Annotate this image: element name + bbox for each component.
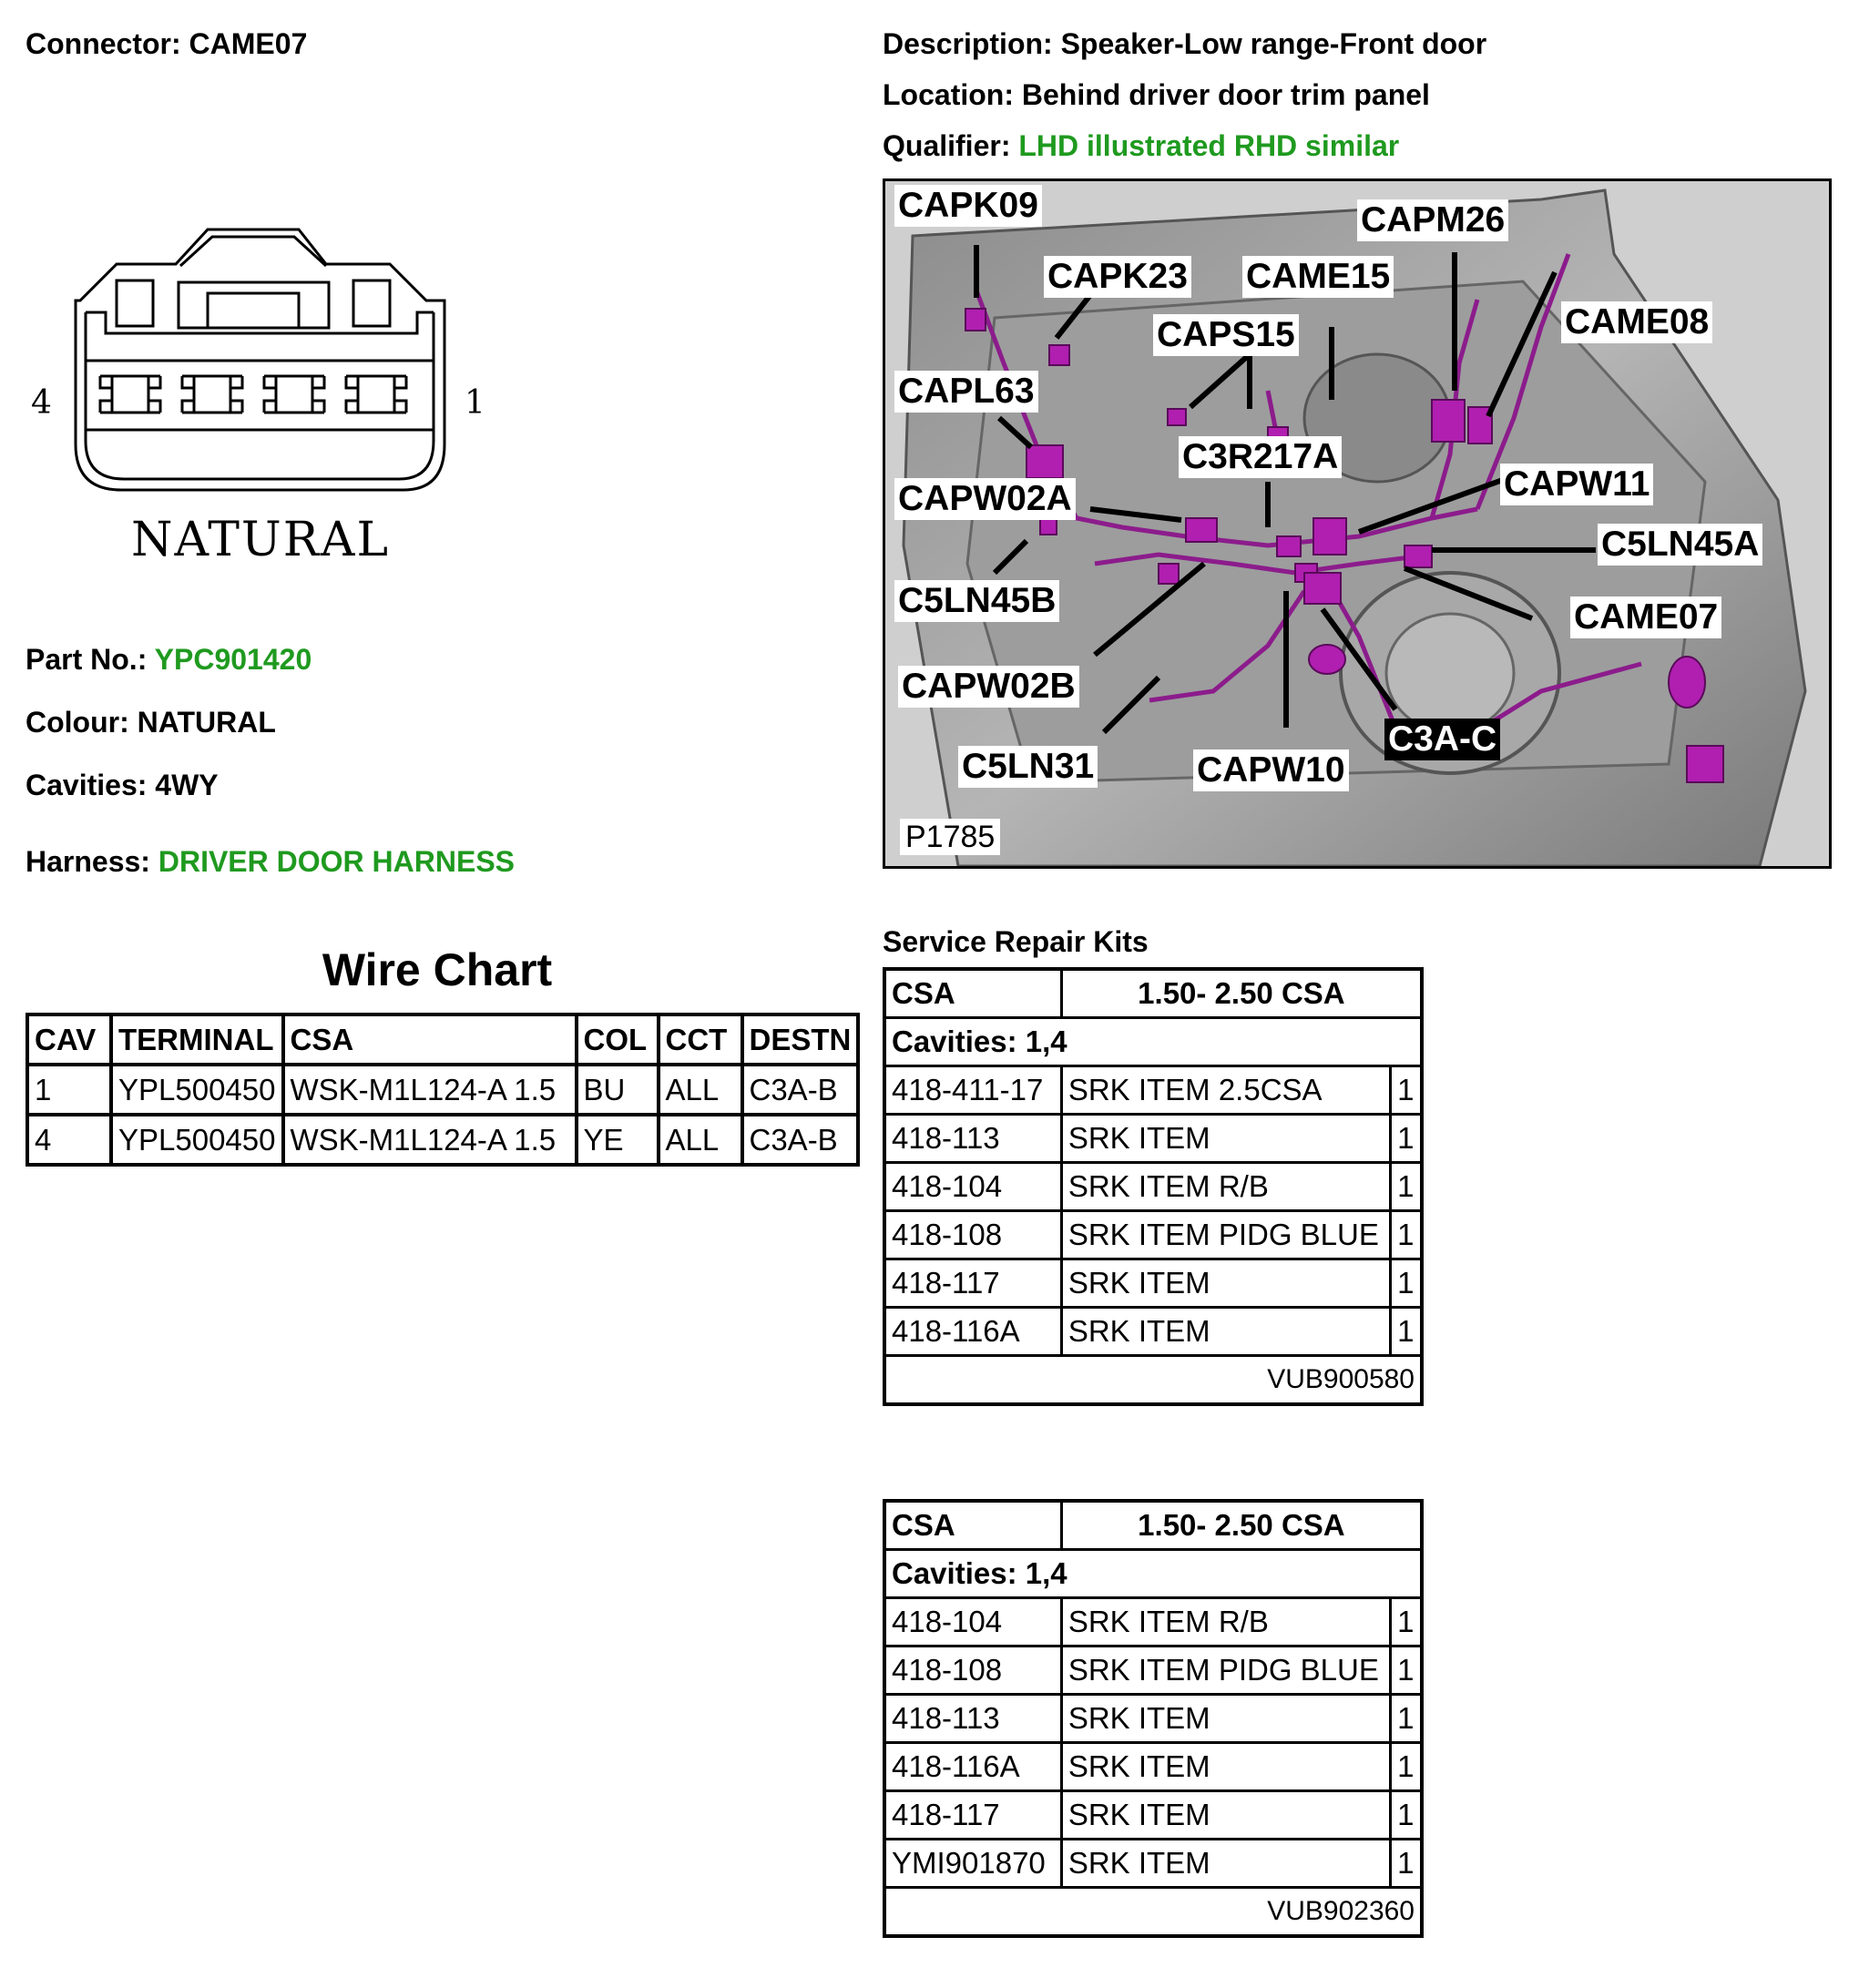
callout-capw10: CAPW10 — [1193, 749, 1349, 791]
kit-item-desc: SRK ITEM R/B — [1061, 1598, 1390, 1646]
kit-cavities-row — [884, 1550, 1422, 1598]
pin-1-label: 1 — [465, 384, 485, 422]
colour-field — [26, 706, 276, 739]
cell-cct: ALL — [659, 1115, 742, 1165]
kit-item-code: 418-104 — [884, 1598, 1061, 1646]
location-label: Location: — [883, 78, 1014, 111]
header-cct: CCT — [659, 1014, 742, 1065]
kit-item-qty: 1 — [1391, 1308, 1422, 1356]
kit-csa-value: 1.50- 2.50 CSA — [1061, 1501, 1422, 1550]
kit-item-code: 418-411-17 — [884, 1066, 1061, 1115]
kit-item-qty: 1 — [1391, 1211, 1422, 1259]
kit-number: VUB902360 — [884, 1888, 1422, 1937]
kit-item-code: 418-116A — [884, 1743, 1061, 1791]
kit-item-code: 418-117 — [884, 1791, 1061, 1840]
kit-item-code: 418-108 — [884, 1211, 1061, 1259]
kit-item-qty: 1 — [1391, 1695, 1422, 1743]
kit-header-row — [884, 1501, 1422, 1550]
header-col: COL — [577, 1014, 659, 1065]
callout-came07: CAME07 — [1570, 596, 1721, 638]
kit-number: VUB900580 — [884, 1356, 1422, 1405]
callout-caps15: CAPS15 — [1153, 314, 1299, 356]
cell-csa: WSK-M1L124-A 1.5 — [283, 1115, 577, 1165]
callout-c3a-c: C3A-C — [1384, 719, 1500, 760]
harness-value: DRIVER DOOR HARNESS — [158, 845, 515, 878]
header-cav: CAV — [27, 1014, 111, 1065]
kit-item-desc: SRK ITEM 2.5CSA — [1061, 1066, 1390, 1115]
kit-item-code: 418-104 — [884, 1163, 1061, 1211]
colour-value: NATURAL — [137, 706, 276, 739]
kit-item-qty: 1 — [1391, 1791, 1422, 1840]
part-number-field — [26, 643, 312, 677]
kit-number-row — [884, 1888, 1422, 1937]
connector-value: CAME07 — [189, 27, 308, 60]
kit-cavities: Cavities: 1,4 — [884, 1550, 1422, 1598]
description-field — [883, 27, 1486, 61]
cell-destn: C3A-B — [742, 1065, 859, 1115]
kit-item-desc: SRK ITEM — [1061, 1115, 1390, 1163]
colour-label: Colour: — [26, 706, 129, 739]
table-row — [884, 1066, 1422, 1115]
connector-location-photo — [883, 178, 1832, 869]
kit-item-qty: 1 — [1391, 1163, 1422, 1211]
cell-cav: 1 — [27, 1065, 111, 1115]
kit-item-qty: 1 — [1391, 1115, 1422, 1163]
cavities-value: 4WY — [155, 769, 219, 801]
kit-cavities: Cavities: 1,4 — [884, 1018, 1422, 1066]
connector-colour-caption: NATURAL — [131, 513, 390, 567]
table-row — [884, 1211, 1422, 1259]
kit-item-qty: 1 — [1391, 1646, 1422, 1695]
table-row — [27, 1065, 858, 1115]
table-row — [884, 1840, 1422, 1888]
callout-c3r217a: C3R217A — [1179, 436, 1342, 478]
description-value: Speaker-Low range-Front door — [1060, 27, 1487, 60]
cavities-field — [26, 769, 219, 802]
connector-field — [26, 27, 307, 61]
cell-terminal: YPL500450 — [111, 1065, 283, 1115]
harness-field — [26, 845, 515, 879]
kit-item-desc: SRK ITEM — [1061, 1743, 1390, 1791]
service-kit-table-2 — [883, 1499, 1424, 1938]
table-row — [884, 1695, 1422, 1743]
kit-item-desc: SRK ITEM — [1061, 1791, 1390, 1840]
service-kit-table-1 — [883, 967, 1424, 1406]
kit-item-qty: 1 — [1391, 1066, 1422, 1115]
kit-item-desc: SRK ITEM — [1061, 1840, 1390, 1888]
qualifier-label: Qualifier: — [883, 129, 1011, 162]
table-row — [884, 1646, 1422, 1695]
callout-capl63: CAPL63 — [894, 371, 1038, 413]
cell-destn: C3A-B — [742, 1115, 859, 1165]
callout-capw02b: CAPW02B — [898, 666, 1079, 708]
part-number-value: YPC901420 — [154, 643, 312, 676]
kit-item-code: 418-113 — [884, 1115, 1061, 1163]
photo-reference: P1785 — [900, 819, 1000, 855]
kit-item-desc: SRK ITEM R/B — [1061, 1163, 1390, 1211]
header-destn: DESTN — [742, 1014, 859, 1065]
callout-capk09: CAPK09 — [894, 185, 1042, 227]
cell-csa: WSK-M1L124-A 1.5 — [283, 1065, 577, 1115]
kit-item-desc: SRK ITEM — [1061, 1259, 1390, 1308]
kit-item-qty: 1 — [1391, 1743, 1422, 1791]
kit-item-qty: 1 — [1391, 1840, 1422, 1888]
part-number-label: Part No.: — [26, 643, 148, 676]
kit-item-desc: SRK ITEM PIDG BLUE — [1061, 1646, 1390, 1695]
cell-terminal: YPL500450 — [111, 1115, 283, 1165]
callout-c5ln45b: C5LN45B — [894, 580, 1059, 622]
kit-item-code: 418-117 — [884, 1259, 1061, 1308]
wire-chart-header-row — [27, 1014, 858, 1065]
qualifier-field — [883, 129, 1399, 163]
callout-c5ln45a: C5LN45A — [1598, 524, 1762, 566]
table-row — [884, 1598, 1422, 1646]
header-csa: CSA — [283, 1014, 577, 1065]
table-row — [884, 1115, 1422, 1163]
callout-capw11: CAPW11 — [1500, 464, 1653, 505]
kit-csa-label: CSA — [884, 1501, 1061, 1550]
harness-label: Harness: — [26, 845, 150, 878]
connector-face-diagram — [26, 226, 499, 572]
kit-item-desc: SRK ITEM PIDG BLUE — [1061, 1211, 1390, 1259]
table-row — [27, 1115, 858, 1165]
table-row — [884, 1163, 1422, 1211]
kit-item-desc: SRK ITEM — [1061, 1308, 1390, 1356]
callout-c5ln31: C5LN31 — [958, 746, 1098, 788]
cell-cct: ALL — [659, 1065, 742, 1115]
kit-item-code: 418-108 — [884, 1646, 1061, 1695]
kit-item-qty: 1 — [1391, 1598, 1422, 1646]
qualifier-value: LHD illustrated RHD similar — [1018, 129, 1400, 162]
kit-number-row — [884, 1356, 1422, 1405]
table-row — [884, 1743, 1422, 1791]
service-kits-title: Service Repair Kits — [883, 925, 1149, 958]
location-field — [883, 78, 1430, 112]
cell-cav: 4 — [27, 1115, 111, 1165]
callout-capm26: CAPM26 — [1357, 199, 1508, 241]
kit-csa-label: CSA — [884, 969, 1061, 1018]
description-label: Description: — [883, 27, 1053, 60]
cavities-label: Cavities: — [26, 769, 148, 801]
pin-4-label: 4 — [31, 384, 52, 422]
location-value: Behind driver door trim panel — [1021, 78, 1430, 111]
kit-item-code: 418-113 — [884, 1695, 1061, 1743]
kit-header-row — [884, 969, 1422, 1018]
connector-label: Connector: — [26, 27, 181, 60]
callout-came15: CAME15 — [1242, 256, 1394, 298]
cell-col: BU — [577, 1065, 659, 1115]
header-terminal: TERMINAL — [111, 1014, 283, 1065]
table-row — [884, 1308, 1422, 1356]
callout-came08: CAME08 — [1561, 301, 1712, 343]
kit-item-code: YMI901870 — [884, 1840, 1061, 1888]
wire-chart-title: Wire Chart — [322, 944, 553, 995]
kit-csa-value: 1.50- 2.50 CSA — [1061, 969, 1422, 1018]
kit-cavities-row — [884, 1018, 1422, 1066]
kit-item-qty: 1 — [1391, 1259, 1422, 1308]
callout-capw02a: CAPW02A — [894, 478, 1076, 520]
table-row — [884, 1791, 1422, 1840]
table-row — [884, 1259, 1422, 1308]
kit-item-code: 418-116A — [884, 1308, 1061, 1356]
wire-chart-table — [26, 1013, 860, 1167]
cell-col: YE — [577, 1115, 659, 1165]
callout-capk23: CAPK23 — [1044, 256, 1191, 298]
kit-item-desc: SRK ITEM — [1061, 1695, 1390, 1743]
